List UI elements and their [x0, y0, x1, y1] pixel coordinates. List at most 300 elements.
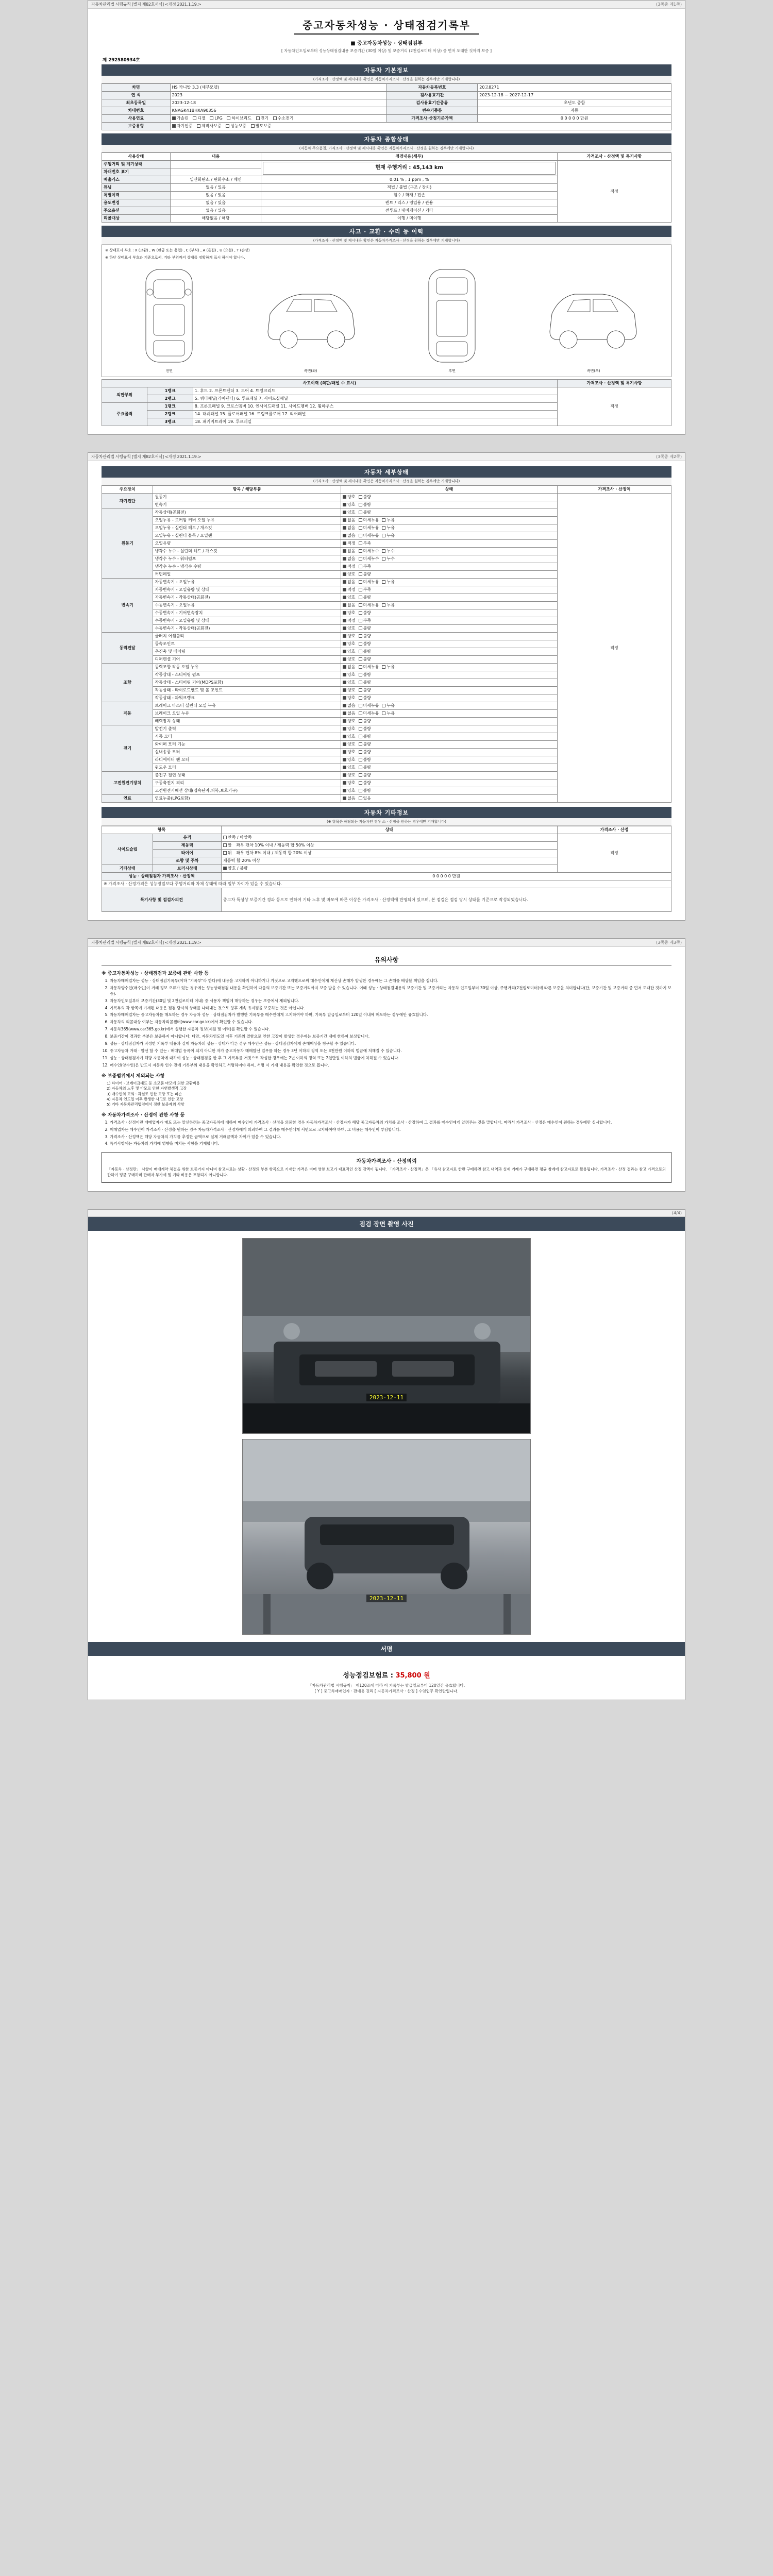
detail-state-option[interactable]: 불량	[359, 510, 371, 515]
detail-state-option[interactable]: 양호	[343, 757, 355, 762]
fee-label: 성능점검보험료 :	[343, 1672, 393, 1680]
detail-item-label: 와이퍼 모터 기능	[153, 741, 341, 749]
detail-state-option[interactable]: 미세누수	[359, 556, 379, 562]
detail-item-state[interactable]	[341, 524, 558, 532]
document-title-wrap	[102, 14, 671, 36]
etc-col-1: 상태	[222, 826, 558, 834]
table-header-row	[102, 486, 671, 494]
detail-state-option[interactable]: 양호	[343, 572, 355, 577]
appraisal-guide-text: 「자동차 · 산정란」 사항이 매매계약 체결을 위한 보증거지 아니며 참고자료는 상황 · 산정의 부분 항목으로 기재한 가격은 비매 영향 보고가 대표적인 산정 감액이 됩니다. 「가격조사 · 산정액」은 「유사 참고자료 한판 구매하면 참고 내역과 실제 거래가 구매하면 평균 참계에 참고자료로 활용됩니다. 가격조사 · 산정 결과는 참고 가격으로의 한하여 평균 구매하며 판매자 부가세 및 기타 비용은 포함되지 아니합니다.	[107, 1167, 666, 1178]
detail-item-state[interactable]	[341, 725, 558, 733]
detail-state-option[interactable]: 양호	[343, 649, 355, 654]
detail-state-option[interactable]: 적정	[343, 618, 355, 623]
detail-state-option[interactable]: 불량	[359, 634, 371, 639]
detail-state-option[interactable]: 불량	[359, 696, 371, 701]
detail-item-state[interactable]	[341, 648, 558, 656]
detail-item-label: 수동변속기 - 오일유량 및 상태	[153, 617, 341, 625]
basic-label: 연 식	[102, 92, 171, 99]
notice-list-1	[110, 978, 671, 1068]
detail-state-option[interactable]: 없음	[343, 711, 355, 716]
detail-item-state[interactable]	[341, 749, 558, 756]
signature-band: 서명	[88, 1642, 685, 1656]
detail-item-state[interactable]	[341, 509, 558, 517]
detail-state-option[interactable]: 양호	[343, 788, 355, 793]
detail-state-option[interactable]: 양호	[343, 719, 355, 724]
detail-item-label: 자동변속기 - 오일누유	[153, 579, 341, 586]
special-remark-value: 중고차 특성상 보증기간 경과 등으로 인하여 기타 노후 및 마모에 따른 이상은 가격조사 · 산정액에 반영되어 있으며, 본 점검은 점검 당시 상태를 기준으로 작성되었습니다.	[222, 888, 671, 912]
inspection-photo-engine-bay[interactable]	[242, 1238, 531, 1434]
form-reference: 자동차관리법 시행규칙 [별지 제82호서식] <개정 2021.1.19.>	[91, 454, 201, 459]
fuel-option-ev[interactable]: 전기	[256, 116, 268, 121]
signature-slot[interactable]	[88, 1656, 685, 1665]
detail-state-option[interactable]: 누유	[382, 711, 394, 716]
frame-group-label: 주요골격	[102, 403, 147, 426]
page-indicator: (3쪽중 제1쪽)	[656, 2, 682, 7]
detail-state-option[interactable]: 미세누유	[359, 603, 379, 608]
etc-item-label: 브러시상태	[153, 865, 222, 873]
detail-item-label: 오일누유 - 로커암 커버 오일 누유	[153, 517, 341, 524]
detail-state-option[interactable]: 있음	[359, 796, 371, 801]
detail-item-label: 오일누유 - 실린더 블록 / 오일팬	[153, 532, 341, 540]
notice-item: 10. 중고자동차 거래 · 알선 할 수 있는 : 매매업 등록이 되지 아니한 자가 중고자동차 매매알선 업무를 하는 경우 3년 이하의 징역 또는 3천만원 이하의 벌금에 처해질 수 있습니다.	[110, 1048, 671, 1054]
table-row	[102, 92, 671, 99]
special-remark-label: 특기사항 및 점검자의견	[102, 888, 222, 912]
detail-item-label: 원동기	[153, 494, 341, 501]
detail-item-state[interactable]	[341, 756, 558, 764]
detail-state-option[interactable]: 양호	[343, 750, 355, 755]
detail-col-0: 주요장치	[102, 486, 153, 494]
condition-table	[102, 152, 671, 223]
detail-state-option[interactable]: 불량	[359, 688, 371, 693]
etc-item-state[interactable]	[222, 834, 558, 842]
detail-state-option[interactable]: 없음	[343, 603, 355, 608]
detail-item-label: 수동변속기 - 오일누유	[153, 602, 341, 609]
detail-state-option[interactable]: 부족	[359, 541, 371, 546]
detail-item-label: 실내송풍 모터	[153, 749, 341, 756]
page-2	[88, 452, 685, 921]
detail-state-option[interactable]: 양호	[343, 641, 355, 647]
inspection-photo-underbody[interactable]	[242, 1439, 531, 1635]
detail-item-label: 냉각수 누수 - 냉각수 수량	[153, 563, 341, 571]
detail-item-state[interactable]	[341, 656, 558, 664]
fee-value: 35,800 원	[395, 1672, 430, 1680]
detail-item-state[interactable]	[341, 640, 558, 648]
warranty-option-maker[interactable]: 제작사보증	[197, 124, 222, 129]
detail-state-option[interactable]: 양호	[343, 495, 355, 500]
condition-item-label: 배출가스	[102, 176, 171, 184]
detail-item-label: 연료누출(LPG포함)	[153, 795, 341, 803]
detail-item-label: 작동상태 - 타이로드엔드 및 볼 조인트	[153, 687, 341, 694]
detail-state-table	[102, 485, 671, 803]
detail-state-option[interactable]: 없음	[343, 526, 355, 531]
detail-item-state[interactable]	[341, 579, 558, 586]
notice-item: 2. 매매업자는 매수인이 가격조사 · 산정을 원하는 경우 자동차가격조사 · 산정자에게 의뢰하여 그 결과를 매수인에게 서면으로 고지하여야 하며, 그 비용은 매수인이 부담합니다.	[110, 1127, 671, 1133]
detail-state-option[interactable]: 양호	[343, 634, 355, 639]
page-indicator: (3쪽중 제3쪽)	[656, 940, 682, 945]
document-number-label: 제	[103, 58, 107, 63]
etc-opt[interactable]: 앞	[223, 843, 232, 848]
detail-item-state[interactable]	[341, 602, 558, 609]
detail-state-option[interactable]: 불량	[359, 781, 371, 786]
detail-state-option[interactable]: 양호	[343, 765, 355, 770]
condition-item-sub: 없음 / 있음	[170, 192, 261, 199]
detail-item-label: 라디에이터 팬 모터	[153, 756, 341, 764]
detail-item-state[interactable]	[341, 517, 558, 524]
notice-item: 1. 자동차매매업자는 성능 · 상태점검기록부(이하 "기록부"라 한다)에 내용을 고지하지 아니하거나 거짓으로 고지했으로써 매수인에게 재산상 손해가 발생한 경우에는 그 손해를 배상할 책임을 집니다.	[110, 978, 671, 984]
table-row	[102, 99, 671, 107]
basic-label: 변속기종류	[386, 107, 478, 115]
car-diagram-caption: 측면(우)	[586, 369, 600, 373]
detail-state-option[interactable]: 적정	[343, 564, 355, 569]
etc-item-state[interactable]	[222, 865, 558, 873]
footer-note	[88, 1682, 685, 1700]
warranty-option-perf[interactable]: 성능보증	[226, 124, 246, 129]
detail-state-option[interactable]: 양호	[343, 657, 355, 662]
warranty-option-self[interactable]: 자기인증	[172, 124, 193, 129]
etc-opt[interactable]: 뒤	[223, 851, 232, 856]
appraisal-guide-title: 자동차가격조사 · 산정의뢰	[356, 1159, 417, 1165]
detail-item-state[interactable]	[341, 679, 558, 687]
car-rear-icon	[413, 264, 491, 367]
detail-state-option[interactable]: 불량	[359, 757, 371, 762]
condition-item-sub: 없음 / 있음	[170, 199, 261, 207]
detail-group-label: 고전원전기장치	[102, 772, 153, 795]
detail-state-option[interactable]: 미세누유	[359, 665, 379, 670]
etc-opt[interactable]: 좌우 편차 8% 이내 / 제동력 합 20% 이상	[236, 851, 312, 855]
etc-table	[102, 826, 671, 912]
document-number-line	[103, 57, 671, 63]
detail-item-state[interactable]	[341, 772, 558, 779]
etc-opt[interactable]: 좌우 편차 10% 이내 / 제동력 합 50% 이상	[236, 843, 314, 848]
condition-item-label: 주요옵션	[102, 207, 171, 215]
detail-item-state[interactable]	[341, 563, 558, 571]
detail-state-option[interactable]: 양호	[343, 781, 355, 786]
fuel-options[interactable]	[170, 115, 386, 123]
detail-state-option[interactable]: 불량	[359, 649, 371, 654]
detail-item-label: 동력조향 작동 오일 누유	[153, 664, 341, 671]
document-number-value: 292580934호	[108, 58, 140, 63]
page-4-topbar	[88, 1210, 685, 1217]
detail-state-option[interactable]: 불량	[359, 742, 371, 747]
detail-state-option[interactable]: 누유	[382, 703, 394, 708]
detail-state-option[interactable]: 불량	[359, 672, 371, 677]
notice-sub-item: 2) 자동차의 노후 및 마모로 인한 자연발생적 고장	[107, 1086, 187, 1091]
detail-state-option[interactable]: 없음	[343, 665, 355, 670]
table-row	[102, 880, 671, 888]
detail-item-state[interactable]	[341, 617, 558, 625]
detail-item-label: 충전구 절연 상태	[153, 772, 341, 779]
detail-state-option[interactable]: 없음	[343, 518, 355, 523]
detail-item-state[interactable]	[341, 625, 558, 633]
notice-item: 4. 특기사항에는 자동차의 가치에 영향을 미치는 사항을 기재합니다.	[110, 1141, 671, 1147]
detail-item-state[interactable]	[341, 664, 558, 671]
condition-item-sub	[170, 161, 261, 168]
detail-state-option[interactable]: 미세누유	[359, 518, 379, 523]
notice-item: 3. 자동차인도일부터 보증기간(30일 및 2천킬로미터 이내) 중 사용자 책임에 해당하는 경우는 보증에서 제외됩니다.	[110, 998, 671, 1004]
detail-item-state[interactable]	[341, 540, 558, 548]
detail-item-label: 냉각수 누수 - 워터펌프	[153, 555, 341, 563]
detail-state-option[interactable]: 누유	[382, 526, 394, 531]
fuel-option-lpg[interactable]: LPG	[210, 116, 222, 121]
frame-rank3-label: 3랭크	[147, 418, 193, 426]
notice-list-2	[110, 1120, 671, 1147]
detail-col-3: 가격조사 · 산정액	[557, 486, 671, 494]
section-basic-band: 자동차 기본정보	[102, 64, 671, 76]
etc-item-state[interactable]	[222, 850, 558, 857]
table-row	[102, 834, 671, 842]
table-row	[102, 84, 671, 92]
detail-state-option[interactable]: 누유	[382, 533, 394, 538]
photo-section-band: 점검 장면 촬영 사진	[88, 1217, 685, 1231]
detail-state-option[interactable]: 없음	[343, 580, 355, 585]
detail-item-state[interactable]	[341, 694, 558, 702]
detail-item-state[interactable]	[341, 779, 558, 787]
notice-item: 1. 가격조사 · 산정이란 매매업자가 매도 또는 알선하려는 중고자동차에 대하여 매수인이 가격조사 · 산정을 의뢰한 경우 자동차가격조사 · 산정자가 해당 중고자동차의 가치를 조사 · 산정하여 그 결과를 매수인에게 알려주는 것을 말합니다. 따라서 가격조사 · 산정은 매수인이 원하는 경우에만 실시합니다.	[110, 1120, 671, 1126]
table-row	[102, 888, 671, 912]
detail-item-state[interactable]	[341, 718, 558, 725]
detail-state-option[interactable]: 부족	[359, 564, 371, 569]
frame-rank3-items: 18. 패키지트레이 19. 루프레일	[193, 418, 557, 426]
car-diagram-right[interactable]	[545, 264, 643, 374]
detail-state-option[interactable]: 불량	[359, 572, 371, 577]
detail-state-option[interactable]: 미세누유	[359, 703, 379, 708]
section-condition-note: (자동차 주요품질, 가격조사 · 산정액 및 제시내용 확인은 자동차가격조사 · 산정을 원하는 경우에만 기재합니다)	[102, 145, 671, 152]
condition-col-2: 점검내용(세부)	[261, 153, 558, 161]
detail-state-option[interactable]: 누유	[382, 603, 394, 608]
etc-opt[interactable]: 제동력 합 20% 이상	[223, 858, 260, 863]
detail-state-option[interactable]: 미세누유	[359, 711, 379, 716]
detail-state-option[interactable]: 누유	[382, 580, 394, 585]
detail-item-state[interactable]	[341, 633, 558, 640]
warranty-option-other[interactable]: 별도보증	[251, 124, 272, 129]
detail-item-label: 수동변속기 - 기어변속장치	[153, 609, 341, 617]
detail-state-option[interactable]: 양호	[343, 611, 355, 616]
condition-item-detail: 썬루프 / 내비게이션 / 기타	[261, 207, 558, 215]
fuel-option-diesel[interactable]: 디젤	[193, 116, 205, 121]
photo-list	[88, 1231, 685, 1642]
condition-item-label: 용도변경	[102, 199, 171, 207]
detail-state-option[interactable]: 양호	[343, 672, 355, 677]
detail-item-state[interactable]	[341, 494, 558, 501]
etc-item-state[interactable]	[222, 857, 558, 865]
page-indicator: (3쪽중 제2쪽)	[656, 454, 682, 459]
detail-item-state[interactable]	[341, 787, 558, 795]
detail-state-option[interactable]: 불량	[359, 726, 371, 732]
accident-legend-1: ※ 상태표시 부호 : X (교환) , W (판금 또는 용접) , C (부식) , A (흠집) , U (요철) , T (손상)	[105, 248, 250, 252]
page-2-topbar	[88, 453, 685, 461]
detail-state-option[interactable]: 미세누유	[359, 580, 379, 585]
etc-opt[interactable]: 안쪽 / 바깥쪽	[223, 835, 251, 840]
detail-item-label: 시동 모터	[153, 733, 341, 741]
detail-item-label: 고전원전기배선 상태(접속단자,피복,보호기구)	[153, 787, 341, 795]
detail-item-state[interactable]	[341, 594, 558, 602]
notice-sub-item: 5) 기타 자동차관리법령에서 정한 보증제외 사항	[107, 1101, 184, 1107]
detail-item-state[interactable]	[341, 702, 558, 710]
detail-group-label: 변속기	[102, 579, 153, 633]
detail-state-option[interactable]: 불량	[359, 595, 371, 600]
basic-info-table	[102, 83, 671, 130]
detail-item-state[interactable]	[341, 764, 558, 772]
condition-item-label: 주행거리 및 계기상태	[102, 161, 171, 168]
condition-item-detail: 렌트 / 리스 / 영업용 / 관용	[261, 199, 558, 207]
detail-item-label: 작동상태 - 파워크랭크	[153, 694, 341, 702]
detail-state-option[interactable]: 양호	[343, 680, 355, 685]
etc-group-other: 기타상태	[102, 865, 153, 873]
detail-state-option[interactable]: 불량	[359, 502, 371, 507]
condition-item-sub: 일산화탄소 / 탄화수소 / 매연	[170, 176, 261, 184]
notice-item: 2. 자동차양수인(매수인)이 거래 정보 오류가 있는 경우에는 성능상태점검 내용을 확인하여 다음의 보증기간 또는 보증거리까지 보증 받을 수 있습니다. 이때 성능 · 상태점검내용의 보증기간 및 보증거리는 자동차 인도일부터 30일 이상, 주행거리(2천킬로미터)에 따른 보증을 의미합니다(단, 보증기간 및 보증거리 중 먼저 도래한 것까지 보증).	[110, 986, 671, 997]
detail-state-option[interactable]: 불량	[359, 495, 371, 500]
detail-state-option[interactable]: 없음	[343, 703, 355, 708]
detail-state-option[interactable]: 양호	[343, 726, 355, 732]
detail-item-state[interactable]	[341, 687, 558, 694]
page-title: 중고자동차성능 · 상태점검기록부	[294, 17, 479, 35]
detail-state-option[interactable]: 부족	[359, 618, 371, 623]
detail-state-option[interactable]: 양호	[343, 502, 355, 507]
detail-item-state[interactable]	[341, 741, 558, 749]
fuel-option-hydrogen[interactable]: 수소전기	[273, 116, 294, 121]
frame-rank1-items: 8. 프론트패널 9. 크로스멤버 10. 인사이드패널 11. 사이드멤버 12. 휠하우스	[193, 403, 557, 411]
detail-state-option[interactable]: 누수	[382, 556, 394, 562]
basic-label: 검사유효기간종류	[386, 99, 478, 107]
detail-state-option[interactable]: 부족	[359, 587, 371, 592]
form-reference: 자동차관리법 시행규칙 [별지 제82호서식] <개정 2021.1.19.>	[91, 940, 201, 945]
condition-col-0: 사용상태	[102, 153, 171, 161]
basic-label: 사용연료	[102, 115, 171, 123]
notice-title: 유의사항	[102, 952, 671, 965]
detail-state-option[interactable]: 양호	[343, 742, 355, 747]
detail-state-option[interactable]: 불량	[359, 734, 371, 739]
table-row	[102, 107, 671, 115]
detail-col-2: 상태	[341, 486, 558, 494]
detail-item-label: 작동상태 - 스티어링 펌프	[153, 671, 341, 679]
detail-state-option[interactable]: 누유	[382, 518, 394, 523]
section-detail-note: (가격조사 · 산정액 및 제시내용 확인은 자동차가격조사 · 산정을 원하는 경우에만 기재합니다)	[102, 478, 671, 485]
detail-state-option[interactable]: 적정	[343, 587, 355, 592]
detail-state-option[interactable]: 누유	[382, 665, 394, 670]
detail-item-label: 구동축전지 격리	[153, 779, 341, 787]
condition-item-label: 리콜대상	[102, 215, 171, 223]
detail-state-option[interactable]: 불량	[359, 773, 371, 778]
detail-item-state[interactable]	[341, 555, 558, 563]
notice-sub-heading: ※ 보증범위에서 제외되는 사항	[102, 1074, 165, 1079]
detail-state-option[interactable]: 불량	[359, 680, 371, 685]
detail-state-option[interactable]: 없음	[343, 556, 355, 562]
detail-state-option[interactable]: 누수	[382, 549, 394, 554]
underbody-photo-graphic	[243, 1439, 531, 1635]
detail-state-option[interactable]: 없음	[343, 533, 355, 538]
detail-item-state[interactable]	[341, 795, 558, 803]
etc-item-label: 조향 및 주차	[153, 857, 222, 865]
detail-item-state[interactable]	[341, 609, 558, 617]
detail-state-option[interactable]: 없음	[343, 796, 355, 801]
basic-value: 20고8271	[478, 84, 671, 92]
detail-state-option[interactable]: 불량	[359, 626, 371, 631]
car-diagram-front[interactable]	[130, 264, 208, 374]
detail-state-option[interactable]: 양호	[343, 734, 355, 739]
detail-state-option[interactable]: 미세누수	[359, 549, 379, 554]
detail-state-option[interactable]: 양호	[343, 626, 355, 631]
car-side-left-icon	[262, 264, 360, 367]
detail-state-option[interactable]: 양호	[343, 773, 355, 778]
detail-item-state[interactable]	[341, 671, 558, 679]
fuel-option-hybrid[interactable]: 하이브리드	[227, 116, 251, 121]
basic-label: 차명	[102, 84, 171, 92]
detail-state-option[interactable]: 양호	[343, 696, 355, 701]
car-diagram-caption: 후면	[448, 369, 456, 373]
detail-state-option[interactable]: 적정	[343, 541, 355, 546]
detail-remark: 적정	[557, 494, 671, 803]
detail-item-label: 발전기 출력	[153, 725, 341, 733]
detail-state-option[interactable]: 양호	[343, 595, 355, 600]
table-header-row	[102, 153, 671, 161]
detail-item-state[interactable]	[341, 571, 558, 579]
detail-item-state[interactable]	[341, 532, 558, 540]
detail-state-option[interactable]: 없음	[343, 549, 355, 554]
notice-item: 5. 자동차매매업자는 중고자동차를 매도하는 경우 자동차 성능 · 상태점검자가 발행한 기록부를 매수인에게 고지하여야 하며, 기록부 발급일로부터 120일 이내에 매도하는 경우에만 유효합니다.	[110, 1012, 671, 1018]
etc-col-2: 가격조사 · 산정	[557, 826, 671, 834]
detail-item-label: 작동상태(공회전)	[153, 509, 341, 517]
detail-item-state[interactable]	[341, 586, 558, 594]
photo-timestamp: 2023-12-11	[366, 1595, 407, 1602]
notice-sub-item: 3) 매수인의 고의ㆍ과실로 인한 고장 또는 파손	[107, 1091, 182, 1096]
section-detail-band: 자동차 세부상태	[102, 466, 671, 478]
odometer-label: 현재 주행거리	[375, 165, 407, 171]
fuel-option-gasoline[interactable]: 가솔린	[172, 116, 189, 121]
detail-item-state[interactable]	[341, 733, 558, 741]
detail-state-option[interactable]: 불량	[359, 788, 371, 793]
notice-item: 3. 가격조사 · 산정액은 해당 자동차의 가치를 추정한 금액으로 실제 거래금액과 차이가 있을 수 있습니다.	[110, 1134, 671, 1140]
detail-state-option[interactable]: 불량	[359, 765, 371, 770]
price-row-value: 0 0 0 0 0 만원	[222, 873, 671, 880]
detail-item-state[interactable]	[341, 501, 558, 509]
car-diagram-left[interactable]	[262, 264, 360, 374]
notice-item: 6. 자동차의 리콜대상 여부는 자동차리콜센터(www.car.go.kr)에서 확인할 수 있습니다.	[110, 1020, 671, 1025]
car-diagram-rear[interactable]	[413, 264, 491, 374]
accident-remark-header: 가격조사 · 산정액 및 특기사항	[557, 380, 671, 387]
detail-group-label: 연료	[102, 795, 153, 803]
etc-item-label: 유격	[153, 834, 222, 842]
engine-bay-photo-graphic	[243, 1239, 531, 1434]
basic-value: 0 0 0 0 0 만원	[478, 115, 671, 123]
condition-item-label: 튜닝	[102, 184, 171, 192]
photo-timestamp: 2023-12-11	[366, 1394, 407, 1401]
odometer-value: 45,143 km	[412, 165, 443, 171]
detail-state-option[interactable]: 불량	[359, 719, 371, 724]
detail-state-option[interactable]: 양호	[343, 510, 355, 515]
detail-state-option[interactable]: 불량	[359, 641, 371, 647]
detail-item-state[interactable]	[341, 710, 558, 718]
detail-state-option[interactable]: 불량	[359, 657, 371, 662]
detail-state-option[interactable]: 미세누유	[359, 526, 379, 531]
condition-item-sub: 해당없음 / 해당	[170, 215, 261, 223]
detail-item-state[interactable]	[341, 548, 558, 555]
warranty-options[interactable]	[170, 123, 671, 130]
etc-item-state[interactable]	[222, 842, 558, 850]
basic-value: 자동	[478, 107, 671, 115]
odometer-cell	[261, 161, 558, 176]
frame-rank2-label: 2랭크	[147, 411, 193, 418]
detail-state-option[interactable]: 미세누유	[359, 533, 379, 538]
rank-1-label: 1랭크	[147, 387, 193, 395]
detail-state-option[interactable]: 불량	[359, 611, 371, 616]
detail-item-label: 커먼레일	[153, 571, 341, 579]
detail-state-option[interactable]: 양호	[343, 688, 355, 693]
detail-group-label: 전기	[102, 725, 153, 772]
page-3	[88, 938, 685, 1192]
detail-state-option[interactable]: 불량	[359, 750, 371, 755]
etc-opt[interactable]: 양호 / 불량	[223, 866, 248, 871]
